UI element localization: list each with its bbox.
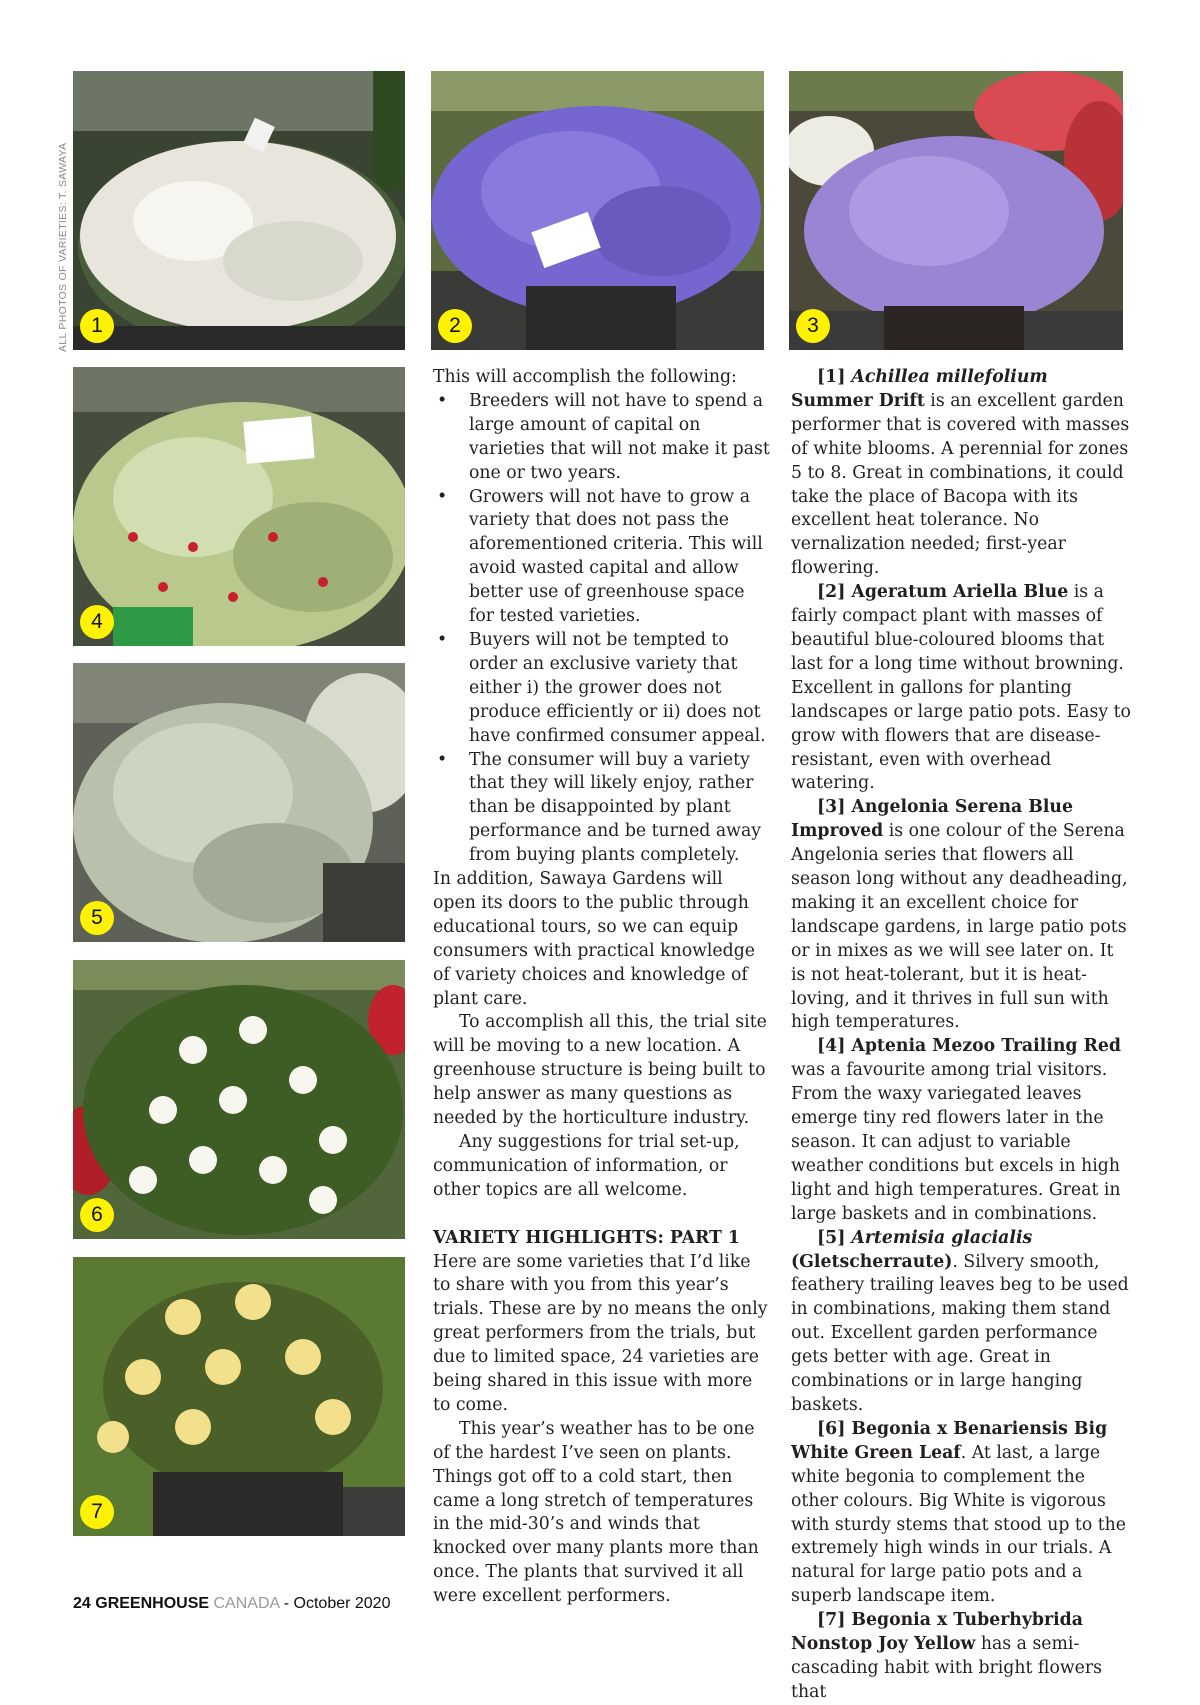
entry-text: is a fairly compact plant with masses of beautiful blue-coloured blooms that last for a long time without browning. Excellent in gallons for planting landscapes or large patio pots. Easy to grow with flowers that are disease-resistant, even with overhead watering. bbox=[791, 582, 1131, 794]
bullet-icon: • bbox=[437, 486, 448, 507]
variety-entry bbox=[791, 796, 1131, 1035]
photo-number-badge: 7 bbox=[80, 1495, 114, 1529]
photo-number-badge: 3 bbox=[796, 309, 830, 343]
page-footer bbox=[73, 1595, 390, 1613]
publication-name-suffix: CANADA bbox=[213, 1595, 280, 1612]
entry-text: is an excellent garden performer that is covered with masses of white blooms. A perennial for zones 5 to 8. Great in combinations, it could take the place of Bacopa with its excellent heat tolerance. No vernalization needed; first-year flowering. bbox=[791, 390, 1130, 579]
list-item bbox=[433, 749, 771, 869]
photo-image bbox=[789, 71, 1123, 350]
list-item-text: The consumer will buy a variety that they will likely enjoy, rather than be disappointed by plant performance and be turned away from buying plants completely. bbox=[469, 749, 762, 866]
variety-entry bbox=[791, 366, 1131, 581]
intro-line: This will accomplish the following: bbox=[433, 367, 737, 387]
photo-credit: ALL PHOTOS OF VARIETIES: T. SAWAYA bbox=[57, 142, 69, 352]
entry-number: [4] bbox=[817, 1036, 852, 1057]
entry-name: Summer Drift bbox=[791, 390, 925, 411]
paragraph: Any suggestions for trial set-up, communication of information, or other topics are all welcome. bbox=[433, 1132, 740, 1200]
entry-text: was a favourite among trial visitors. From the waxy variegated leaves emerge tiny red flowers later in the season. It can adjust to variable weather conditions but excels in high light and high temperatures. Great in large baskets and in combinations. bbox=[791, 1060, 1121, 1224]
bullet-list bbox=[433, 390, 771, 868]
photo-begonia-white bbox=[73, 960, 405, 1239]
photo-number-badge: 2 bbox=[438, 309, 472, 343]
entry-number: [2] bbox=[817, 582, 852, 603]
entry-name: Angelonia Serena Blue Improved bbox=[791, 797, 1073, 842]
photo-ageratum bbox=[431, 71, 764, 350]
list-item bbox=[433, 486, 771, 629]
entry-number: [1] bbox=[817, 367, 852, 387]
list-item-text: Growers will not have to grow a variety that does not pass the aforementioned criteria. This will avoid wasted capital and allow better use of greenhouse space for tested varieties. bbox=[469, 486, 763, 627]
variety-entry bbox=[791, 581, 1131, 796]
photo-number-badge: 1 bbox=[80, 309, 114, 343]
variety-entry bbox=[791, 1418, 1131, 1609]
entry-number: [6] bbox=[817, 1418, 852, 1439]
entry-latin-name: Achillea millefolium bbox=[851, 367, 1048, 387]
list-item bbox=[433, 390, 771, 486]
list-item bbox=[433, 629, 771, 749]
photo-number-badge: 5 bbox=[80, 901, 114, 935]
photo-number-badge: 6 bbox=[80, 1198, 114, 1232]
middle-column bbox=[433, 366, 771, 1609]
publication-name: GREENHOUSE bbox=[95, 1595, 210, 1612]
entry-text: . Silvery smooth, feathery trailing leaves beg to be used in combinations, making them stand out. Excellent garden performance gets better with age. Great in combinations or in large hanging baskets. bbox=[791, 1251, 1129, 1415]
entry-name: Ageratum Ariella Blue bbox=[851, 582, 1069, 603]
right-column bbox=[791, 366, 1131, 1705]
photo-image bbox=[73, 663, 405, 942]
variety-entry bbox=[791, 1609, 1131, 1705]
photo-image bbox=[431, 71, 764, 350]
section-heading: VARIETY HIGHLIGHTS: PART 1 bbox=[433, 1227, 740, 1248]
photo-begonia-yellow bbox=[73, 1257, 405, 1536]
entry-text: . At last, a large white begonia to complement the other colours. Big White is vigorous with sturdy stems that stood up to the extremely high winds in our trials. A natural for large patio pots and a superb landscape item. bbox=[791, 1442, 1127, 1607]
entry-name: Aptenia Mezoo Trailing Red bbox=[851, 1036, 1121, 1057]
paragraph: To accomplish all this, the trial site will be moving to a new location. A greenhouse structure is being built to help answer as many questions as needed by the horticulture industry. bbox=[433, 1012, 767, 1129]
entry-text: is one colour of the Serena Angelonia series that flowers all season long without any deadheading, making it an excellent choice for landscape gardens, in large patio pots or in mixes as we will see later on. It is not heat-tolerant, but it is heat-loving, and it thrives in full sun with high temperatures. bbox=[791, 821, 1128, 1033]
entry-name: Begonia x Benariensis Big White Green Leaf bbox=[791, 1418, 1108, 1463]
photo-image bbox=[73, 960, 405, 1239]
photo-aptenia bbox=[73, 367, 405, 646]
variety-entry bbox=[791, 1035, 1131, 1226]
list-item-text: Breeders will not have to spend a large amount of capital on varieties that will not make it past one or two years. bbox=[469, 390, 770, 483]
bullet-icon: • bbox=[437, 390, 448, 411]
paragraph: Here are some varieties that I’d like to share with you from this year’s trials. These are by no means the only great performers from the trials, but due to limited space, 24 varieties are being shared in this issue with more to come. bbox=[433, 1251, 768, 1415]
entry-text: has a semi-cascading habit with bright flowers that bbox=[791, 1634, 1103, 1702]
entry-latin-name: Artemisia glacialis bbox=[851, 1227, 1033, 1248]
photo-image bbox=[73, 1257, 405, 1536]
photo-number-badge: 4 bbox=[80, 605, 114, 639]
photo-angelonia bbox=[789, 71, 1123, 350]
page-number: 24 bbox=[73, 1595, 91, 1612]
entry-number: [3] bbox=[817, 797, 852, 818]
photo-image bbox=[73, 367, 405, 646]
entry-name: Begonia x Tuberhybrida Nonstop Joy Yellow bbox=[791, 1610, 1083, 1655]
photo-achillea bbox=[73, 71, 405, 350]
issue-date: - October 2020 bbox=[283, 1595, 391, 1612]
entry-name: (Gletscherraute) bbox=[791, 1251, 953, 1272]
list-item-text: Buyers will not be tempted to order an exclusive variety that either i) the grower does not produce efficiently or ii) does not have confirmed consumer appeal. bbox=[469, 629, 766, 746]
bullet-icon: • bbox=[437, 629, 448, 650]
entry-number: [7] bbox=[817, 1610, 852, 1631]
photo-artemisia bbox=[73, 663, 405, 942]
variety-entry bbox=[791, 1227, 1131, 1418]
entry-number: [5] bbox=[817, 1227, 852, 1248]
paragraph: In addition, Sawaya Gardens will open its doors to the public through educational tours, so we can equip consumers with practical knowledge of variety choices and knowledge of plant care. bbox=[433, 869, 756, 1009]
photo-image bbox=[73, 71, 405, 350]
paragraph: This year’s weather has to be one of the hardest I’ve seen on plants. Things got off to a cold start, then came a long stretch of temperatures in the mid-30’s and winds that knocked over many plants more than once. The plants that survived it all were excellent performers. bbox=[433, 1418, 759, 1607]
bullet-icon: • bbox=[437, 749, 448, 770]
